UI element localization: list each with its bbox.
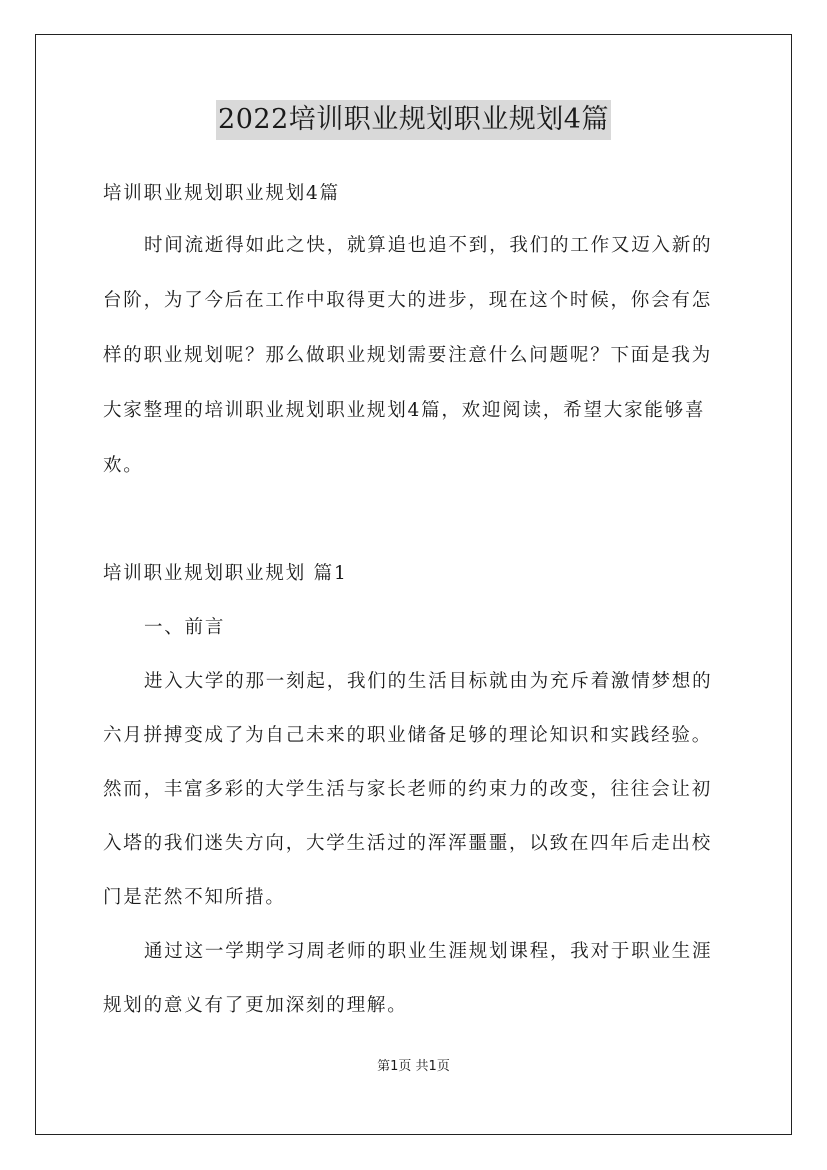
para1-line-4: 入塔的我们迷失方向，大学生活过的浑浑噩噩，以致在四年后走出校 (103, 833, 713, 854)
para1-line-3: 然而，丰富多彩的大学生活与家长老师的约束力的改变，往往会让初 (103, 779, 713, 800)
intro-line-3: 样的职业规划呢？那么做职业规划需要注意什么问题呢？下面是我为 (103, 345, 713, 366)
title-container (0, 100, 827, 140)
para1-line-2: 六月拼搏变成了为自己未来的职业储备足够的理论知识和实践经验。 (103, 725, 713, 746)
section-subheading: 一、前言 (144, 617, 226, 638)
para2-line-1: 通过这一学期学习周老师的职业生涯规划课程，我对于职业生涯 (144, 941, 713, 962)
page-footer: 第1页 共1页 (377, 1059, 450, 1074)
para2-line-2: 规划的意义有了更加深刻的理解。 (103, 995, 408, 1016)
intro-line-2: 台阶，为了今后在工作中取得更大的进步，现在这个时候，你会有怎 (103, 290, 713, 311)
para1-line-1: 进入大学的那一刻起，我们的生活目标就由为充斥着激情梦想的 (144, 671, 713, 692)
intro-line-1: 时间流逝得如此之快，就算追也追不到，我们的工作又迈入新的 (144, 235, 713, 256)
document-title: 2022培训职业规划职业规划4篇 (216, 100, 611, 140)
document-subtitle: 培训职业规划职业规划4篇 (103, 183, 340, 204)
intro-line-4: 大家整理的培训职业规划职业规划4篇，欢迎阅读，希望大家能够喜 (103, 400, 706, 421)
para1-line-5: 门是茫然不知所措。 (103, 887, 286, 908)
section-heading: 培训职业规划职业规划 篇1 (103, 563, 348, 584)
intro-line-5: 欢。 (103, 455, 144, 476)
